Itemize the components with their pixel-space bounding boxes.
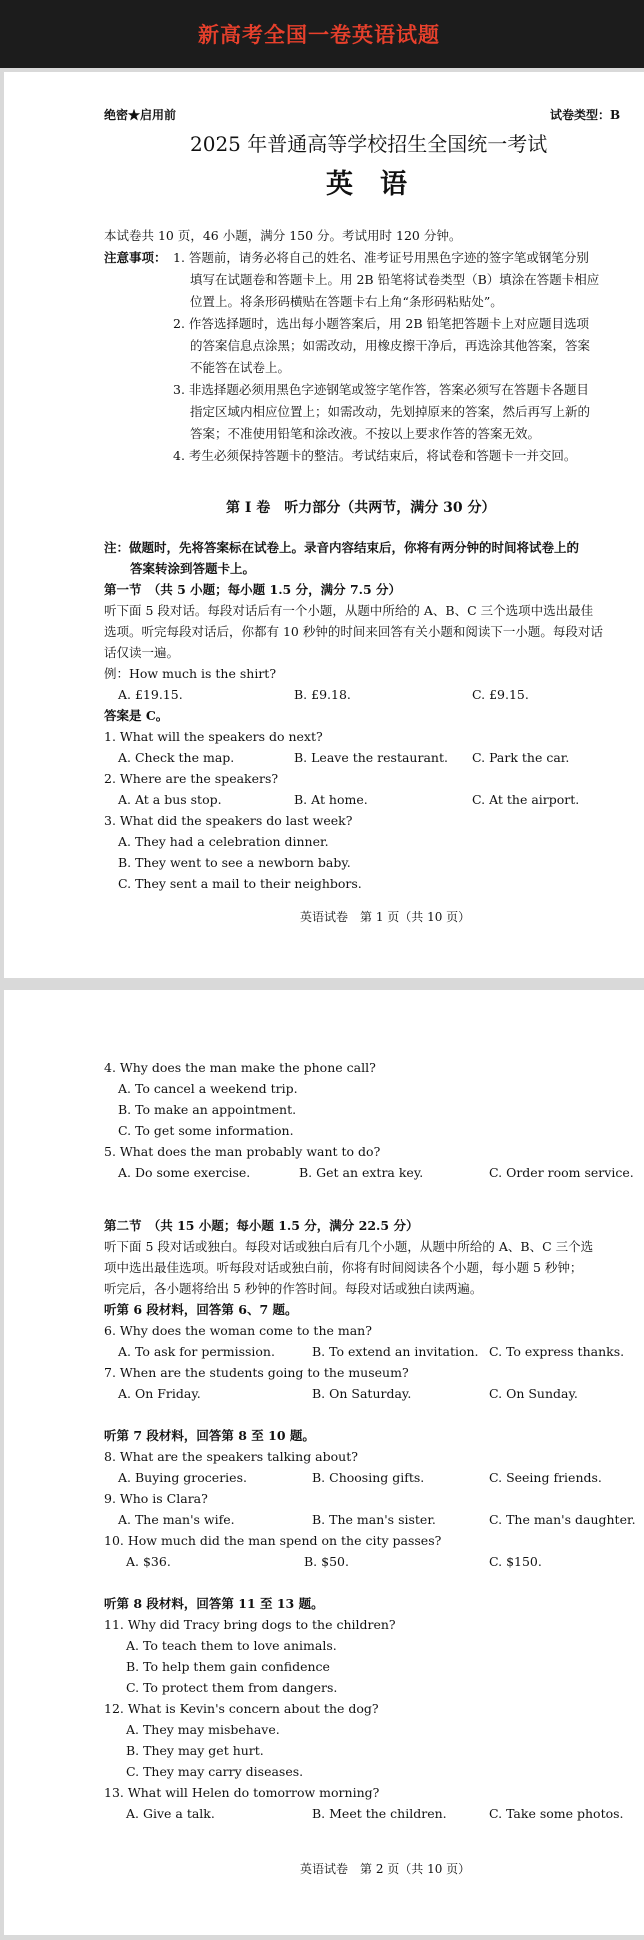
page-footer: 英语试卷 第 1 页（共 10 页） xyxy=(300,910,471,924)
example-option: C. £9.15. xyxy=(472,687,529,702)
section1-line: 选项。听完每段对话后，你都有 10 秒钟的时间来回答有关小题和阅读下一小题。每段对话 xyxy=(104,624,603,639)
option: A. The man's wife. xyxy=(118,1512,235,1527)
option: B. The man's sister. xyxy=(312,1512,436,1527)
notes-line: 指定区域内相应位置上；如需改动，先划掉原来的答案，然后再写上新的 xyxy=(190,404,591,419)
page-footer: 英语试卷 第 2 页（共 10 页） xyxy=(300,1862,471,1876)
notes-line: 4. 考生必须保持答题卡的整洁。考试结束后，将试卷和答题卡一并交回。 xyxy=(173,448,577,463)
secret-label: 绝密★启用前 xyxy=(104,108,177,122)
part-heading: 第 I 卷 听力部分（共两节，满分 30 分） xyxy=(226,500,496,516)
option: A. Do some exercise. xyxy=(118,1165,251,1180)
notes-line: 3. 非选择题必须用黑色字迹钢笔或签字笔作答，答案必须写在答题卡各题目 xyxy=(173,382,589,397)
exam-page-1 xyxy=(4,72,644,978)
option: C. They may carry diseases. xyxy=(126,1764,304,1779)
question: 10. How much did the man spend on the city passes? xyxy=(104,1533,442,1548)
option: A. Check the map. xyxy=(118,750,235,765)
notes-line: 位置上。将条形码横贴在答题卡右上角“条形码粘贴处”。 xyxy=(190,294,503,309)
question: 12. What is Kevin's concern about the dog? xyxy=(104,1701,379,1716)
option: C. They sent a mail to their neighbors. xyxy=(118,876,362,891)
option: B. On Saturday. xyxy=(312,1386,412,1401)
notes-label: 注意事项： xyxy=(104,250,167,265)
option: B. Choosing gifts. xyxy=(312,1470,425,1485)
option: A. They had a celebration dinner. xyxy=(118,834,329,849)
subject-title: 英 语 xyxy=(326,169,407,200)
example-question: 例：How much is the shirt? xyxy=(104,666,277,681)
notes-line: 填写在试题卷和答题卡上。用 2B 铅笔将试卷类型（B）填涂在答题卡相应 xyxy=(190,272,600,287)
notes-line: 1. 答题前，请务必将自己的姓名、准考证号用黑色字迹的签字笔或钢笔分别 xyxy=(173,250,589,265)
option: C. Park the car. xyxy=(472,750,570,765)
option: C. On Sunday. xyxy=(489,1386,578,1401)
material-heading: 听第 7 段材料，回答第 8 至 10 题。 xyxy=(104,1428,315,1443)
notes-line: 2. 作答选择题时，选出每小题答案后，用 2B 铅笔把答题卡上对应题目选项 xyxy=(173,316,589,331)
option: B. $50. xyxy=(304,1554,349,1569)
section1-line: 话仅读一遍。 xyxy=(104,645,180,660)
option: A. To cancel a weekend trip. xyxy=(118,1081,298,1096)
question: 3. What did the speakers do last week? xyxy=(104,813,353,828)
question: 2. Where are the speakers? xyxy=(104,771,279,786)
option: C. Seeing friends. xyxy=(489,1470,602,1485)
option: B. They went to see a newborn baby. xyxy=(118,855,351,870)
option: B. Get an extra key. xyxy=(299,1165,424,1180)
intro-text: 本试卷共 10 页，46 小题，满分 150 分。考试用时 120 分钟。 xyxy=(104,228,462,243)
option: B. Meet the children. xyxy=(312,1806,447,1821)
material-heading: 听第 8 段材料，回答第 11 至 13 题。 xyxy=(104,1596,324,1611)
option: C. To express thanks. xyxy=(489,1344,625,1359)
section2-line: 项中选出最佳选项。听每段对话或独白前，你将有时间阅读各个小题，每小题 5 秒钟； xyxy=(104,1260,583,1275)
example-option: A. £19.15. xyxy=(118,687,183,702)
notes-line: 的答案信息点涂黑；如需改动，用橡皮擦干净后，再选涂其他答案，答案 xyxy=(190,338,591,353)
question: 9. Who is Clara? xyxy=(104,1491,208,1506)
exam-page-2 xyxy=(4,990,644,1935)
option: A. Give a talk. xyxy=(126,1806,215,1821)
banner-title: 新高考全国一卷英语试题 xyxy=(198,23,440,47)
question: 7. When are the students going to the museum? xyxy=(104,1365,409,1380)
option: B. To extend an invitation. xyxy=(312,1344,479,1359)
example-answer: 答案是 C。 xyxy=(104,708,169,723)
section1-line: 听下面 5 段对话。每段对话后有一个小题，从题中所给的 A、B、C 三个选项中选出最佳 xyxy=(104,603,594,618)
section2-heading: 第二节 （共 15 小题；每小题 1.5 分，满分 22.5 分） xyxy=(104,1218,419,1233)
option: B. To make an appointment. xyxy=(118,1102,297,1117)
top-banner xyxy=(0,0,644,68)
option: C. The man's daughter. xyxy=(489,1512,636,1527)
example-option: B. £9.18. xyxy=(294,687,351,702)
notes-line: 不能答在试卷上。 xyxy=(190,360,291,375)
option: A. At a bus stop. xyxy=(118,792,222,807)
section2-line: 听下面 5 段对话或独白。每段对话或独白后有几个小题，从题中所给的 A、B、C 三个选 xyxy=(104,1239,594,1254)
question: 1. What will the speakers do next? xyxy=(104,729,323,744)
option: B. They may get hurt. xyxy=(126,1743,264,1758)
material-heading: 听第 6 段材料，回答第 6、7 题。 xyxy=(104,1302,298,1317)
option: A. $36. xyxy=(126,1554,171,1569)
question: 5. What does the man probably want to do? xyxy=(104,1144,381,1159)
exam-title: 2025 年普通高等学校招生全国统一考试 xyxy=(190,132,548,156)
option: C. To protect them from dangers. xyxy=(126,1680,338,1695)
section1-heading: 第一节 （共 5 小题；每小题 1.5 分，满分 7.5 分） xyxy=(104,582,402,597)
option: B. Leave the restaurant. xyxy=(294,750,448,765)
paper-type: 试卷类型：B xyxy=(550,108,621,122)
option: C. $150. xyxy=(489,1554,542,1569)
option: B. At home. xyxy=(294,792,368,807)
question: 6. Why does the woman come to the man? xyxy=(104,1323,372,1338)
option: A. To ask for permission. xyxy=(118,1344,275,1359)
option: C. To get some information. xyxy=(118,1123,294,1138)
option: B. To help them gain confidence xyxy=(126,1659,330,1674)
option: C. Order room service. xyxy=(489,1165,634,1180)
note-line: 注：做题时，先将答案标在试卷上。录音内容结束后，你将有两分钟的时间将试卷上的 xyxy=(104,540,580,555)
option: A. Buying groceries. xyxy=(118,1470,247,1485)
section2-line: 听完后，各小题将给出 5 秒钟的作答时间。每段对话或独白读两遍。 xyxy=(104,1281,483,1296)
option: A. They may misbehave. xyxy=(126,1722,280,1737)
question: 13. What will Helen do tomorrow morning? xyxy=(104,1785,380,1800)
question: 8. What are the speakers talking about? xyxy=(104,1449,358,1464)
option: A. To teach them to love animals. xyxy=(126,1638,337,1653)
note-line: 答案转涂到答题卡上。 xyxy=(130,561,256,576)
question: 11. Why did Tracy bring dogs to the children? xyxy=(104,1617,396,1632)
option: C. At the airport. xyxy=(472,792,580,807)
question: 4. Why does the man make the phone call? xyxy=(104,1060,376,1075)
notes-line: 答案；不准使用铅笔和涂改液。不按以上要求作答的答案无效。 xyxy=(190,426,541,441)
option: A. On Friday. xyxy=(118,1386,201,1401)
option: C. Take some photos. xyxy=(489,1806,624,1821)
